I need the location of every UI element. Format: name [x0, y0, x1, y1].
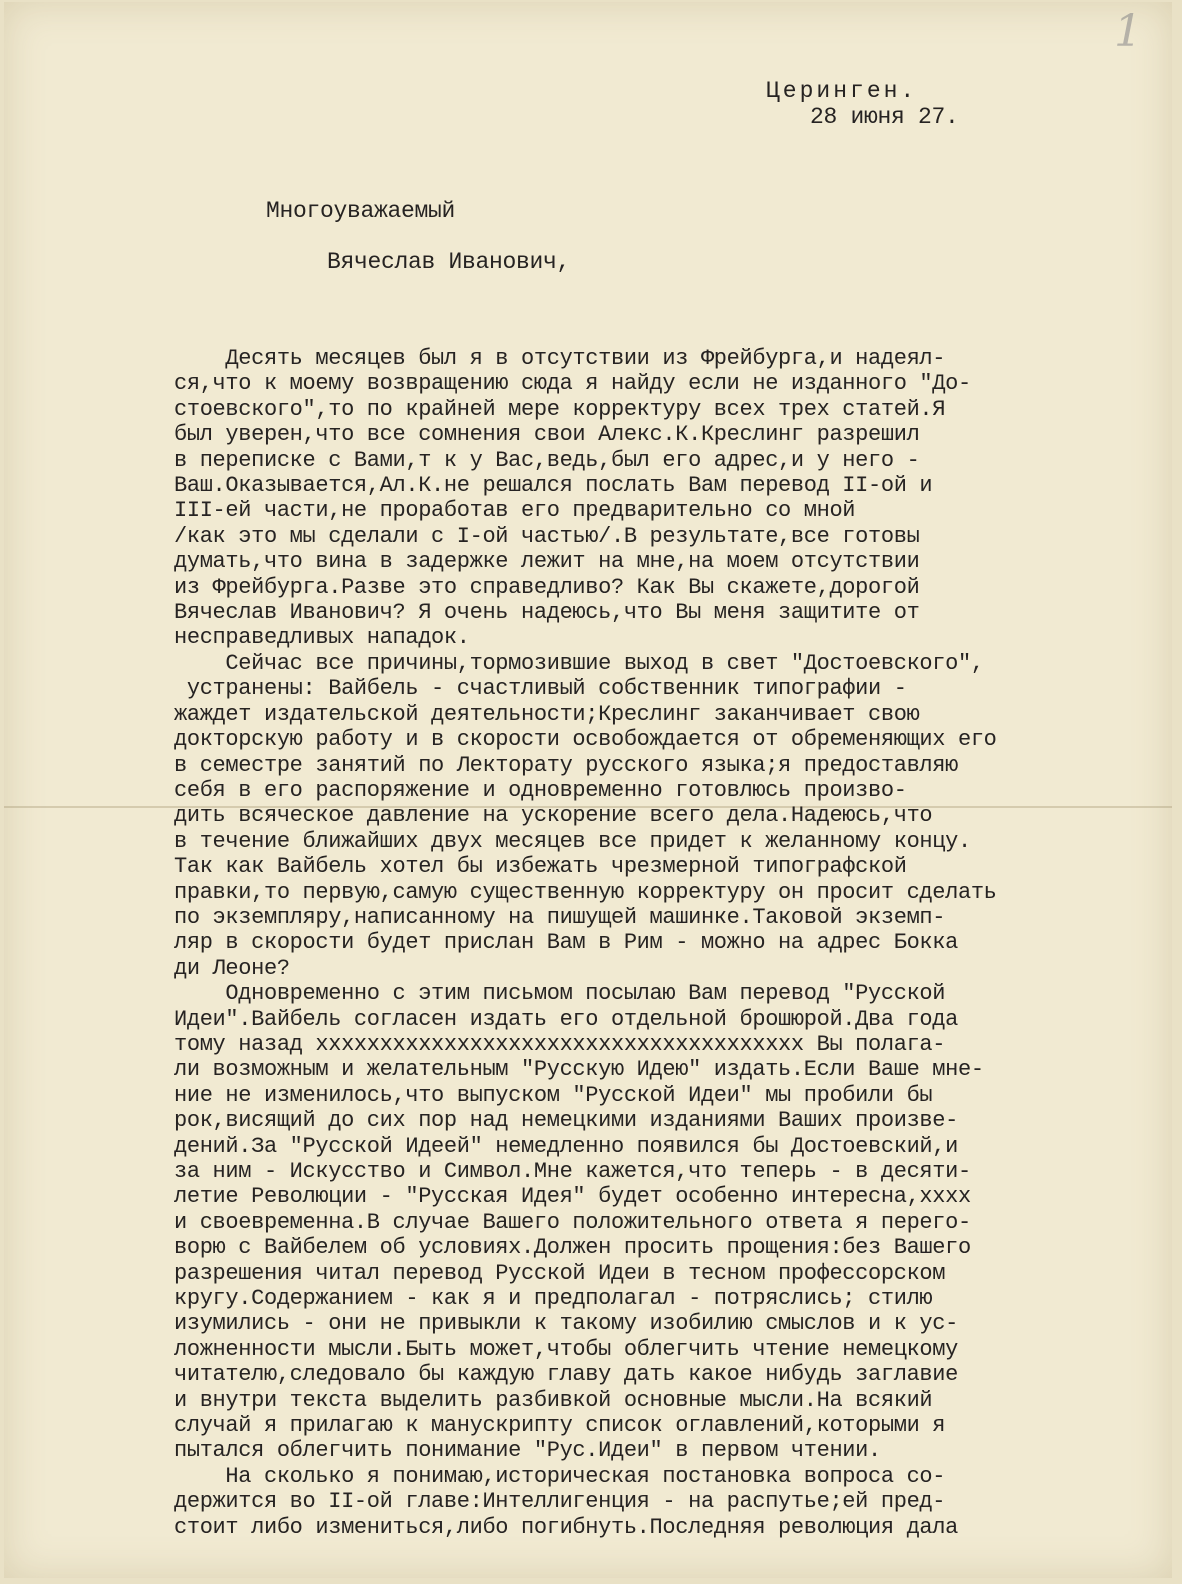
body-line: Вячеслав Иванович? Я очень надеюсь,что Вы меня защитите от	[174, 600, 920, 626]
body-line: правки,то первую,самую существенную корректуру он просит сделать	[174, 879, 997, 905]
body-line: ди Леоне?	[174, 955, 290, 981]
letter-body	[174, 346, 997, 1540]
body-line: кругу.Содержанием - как я и предполагал - потряслись; стилю	[174, 1286, 933, 1312]
letter-page	[4, 2, 1172, 1578]
body-line: был уверен,что все сомнения свои Алекс.К.Креслинг разрешил	[174, 422, 920, 448]
archive-page-number: 1	[1114, 6, 1142, 57]
body-line: Одновременно с этим письмом посылаю Вам перевод "Русской	[174, 981, 946, 1007]
body-line: докторскую работу и в скорости освобождается от обременяющих его	[174, 727, 997, 753]
body-line: На сколько я понимаю,историческая постановка вопроса со-	[174, 1463, 946, 1489]
body-line: Идеи".Вайбель согласен издать его отдельной брошюрой.Два года	[174, 1006, 958, 1032]
body-line: ворю с Вайбелем об условиях.Должен просить прощения:без Вашего	[174, 1235, 971, 1261]
body-line: читателю,следовало бы каждую главу дать какое нибудь заглавие	[174, 1362, 958, 1388]
body-line: себя в его распоряжение и одновременно готовлюсь произво-	[174, 777, 907, 803]
body-line: несправедливых нападок.	[174, 625, 470, 651]
body-line: Так как Вайбель хотел бы избежать чрезмерной типографской	[174, 854, 907, 880]
body-line: ся,что к моему возвращению сюда я найду если не изданного "До-	[174, 371, 971, 397]
body-line: и внутри текста выделить разбивкой основные мысли.На всякий	[174, 1387, 933, 1413]
body-line: Сейчас все причины,тормозившие выход в свет "Достоевского",	[174, 650, 984, 676]
body-line: в семестре занятий по Лекторату русского языка;я предоставляю	[174, 752, 958, 778]
body-line: жаждет издательской деятельности;Креслинг заканчивает свою	[174, 701, 920, 727]
salutation-line-1: Многоуважаемый	[266, 198, 456, 224]
body-line: пытался облегчить понимание "Рус.Идеи" в первом чтении.	[174, 1438, 881, 1464]
body-line: дений.За "Русской Идеей" немедленно появился бы Достоевский,и	[174, 1133, 958, 1159]
body-line: из Фрейбурга.Разве это справедливо? Как Вы скажете,дорогой	[174, 574, 920, 600]
body-line: ние не изменилось,что выпуском "Русской Идеи" мы пробили бы	[174, 1082, 933, 1108]
body-line: держится во II-ой главе:Интеллигенция - на распутье;ей пред-	[174, 1489, 946, 1515]
body-line: изумились - они не привыкли к такому изобилию смыслов и к ус-	[174, 1311, 958, 1337]
body-line: Десять месяцев был я в отсутствии из Фрейбурга,и надеял-	[174, 346, 946, 371]
place-name: Церинген.	[766, 78, 918, 104]
body-line: и своевременна.В случае Вашего положительного ответа я перего-	[174, 1209, 971, 1235]
body-line: думать,что вина в задержке лежит на мне,на моем отсутствии	[174, 549, 920, 575]
body-line: Ваш.Оказывается,Ал.К.не решался послать Вам перевод II-ой и	[174, 473, 933, 499]
body-line: рок,висящий до сих пор над немецкими изданиями Ваших произве-	[174, 1108, 958, 1134]
body-line: за ним - Искусство и Символ.Мне кажется,что теперь - в десяти-	[174, 1159, 971, 1184]
body-line: случай я прилагаю к манускрипту список оглавлений,которыми я	[174, 1413, 946, 1439]
body-line: устранены: Вайбель - счастливый собственник типографии -	[174, 676, 907, 702]
body-line: в течение ближайших двух месяцев все придет к желанному концу.	[174, 828, 971, 854]
body-line: разрешения читал перевод Русской Идеи в тесном профессорском	[174, 1260, 946, 1286]
body-line: тому назад xxxxxxxxxxxxxxxxxxxxxxxxxxxxxxxxxxxxxx Вы полага-	[174, 1031, 946, 1057]
body-line: ляр в скорости будет прислан Вам в Рим - можно на адрес Бокка	[174, 930, 958, 956]
body-line: III-ей части,не проработав его предварительно со мной	[174, 498, 856, 524]
body-line: /как это мы сделали с I-ой частью/.В результате,все готовы	[174, 523, 920, 549]
salutation-line-2: Вячеслав Иванович,	[327, 249, 571, 275]
body-line: ложненности мысли.Быть может,чтобы облегчить чтение немецкому	[174, 1336, 958, 1362]
body-line: дить всяческое давление на ускорение всего дела.Надеюсь,что	[174, 803, 933, 829]
body-line: в переписке с Вами,т к у Вас,ведь,был его адрес,и у него -	[174, 447, 920, 473]
body-line: по экземпляру,написанному на пишущей машинке.Таковой экземп-	[174, 904, 946, 930]
letter-date: 28 июня 27.	[810, 104, 959, 130]
body-line: летие Революции - "Русская Идея" будет особенно интересна,xxxx	[174, 1184, 971, 1210]
body-line: ли возможным и желательным "Русскую Идею" издать.Если Ваше мне-	[174, 1057, 984, 1083]
body-line: стоевского",то по крайней мере корректуру всех трех статей.Я	[174, 396, 946, 422]
body-line: стоит либо измениться,либо погибнуть.Последняя революция дала	[174, 1514, 958, 1540]
